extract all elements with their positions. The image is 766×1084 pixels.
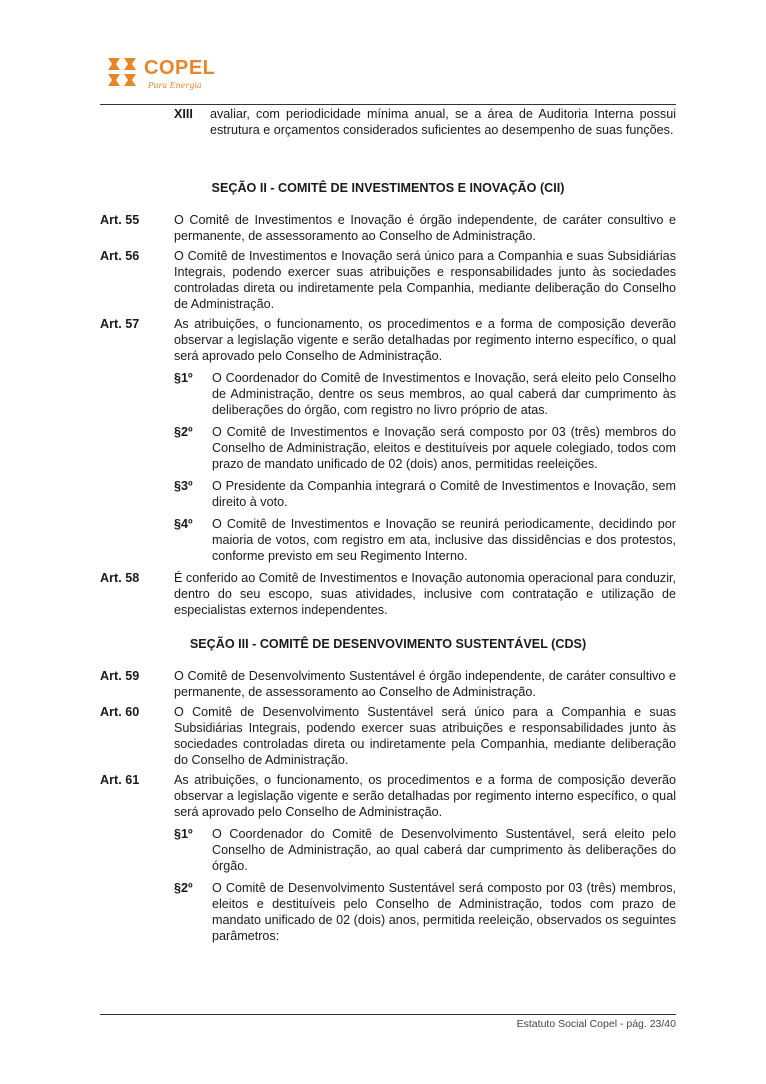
paragraph-text: O Presidente da Companhia integrará o Comitê de Investimentos e Inovação, sem direito à voto. <box>212 479 676 509</box>
document-body <box>100 106 676 950</box>
article-59 <box>100 668 676 700</box>
article-label: Art. 57 <box>100 317 140 331</box>
paragraph-61-2 <box>100 880 676 944</box>
copel-logo <box>106 54 226 94</box>
paragraph-label: §2º <box>174 881 193 895</box>
item-text: avaliar, com periodicidade mínima anual, se a área de Auditoria Interna possui estrutura e orçamentos considerados suficientes ao desempenho de suas funções. <box>210 107 676 137</box>
article-text: O Comitê de Investimentos e Inovação será único para a Companhia e suas Subsidiárias Integrais, podendo exercer suas atribuições e responsabilidades junto às sociedades controladas direta ou indiretamente pela Companhia, mediante deliberação do Conselho de Administração. <box>174 249 676 311</box>
paragraph-61-1 <box>100 826 676 874</box>
copel-logo-mark-icon <box>106 56 140 88</box>
item-xiii <box>100 106 676 138</box>
paragraph-57-4 <box>100 516 676 564</box>
article-56 <box>100 248 676 312</box>
paragraph-text: O Comitê de Investimentos e Inovação se reunirá periodicamente, decidindo por maioria de votos, com registro em ata, inclusive das dissidências e dos protestos, conforme previsto em seu Regimento Interno. <box>212 517 676 563</box>
logo-tagline: Pura Energia <box>148 81 202 90</box>
item-label: XIII <box>174 107 193 121</box>
article-label: Art. 55 <box>100 213 140 227</box>
article-label: Art. 58 <box>100 571 140 585</box>
section-iii-title: SEÇÃO III - COMITÊ DE DESENVOVIMENTO SUSTENTÁVEL (CDS) <box>189 637 587 651</box>
section-ii-title: SEÇÃO II - COMITÊ DE INVESTIMENTOS E INOVAÇÃO (CII) <box>211 181 565 195</box>
article-text: É conferido ao Comitê de Investimentos e Inovação autonomia operacional para conduzir, dentro do seu escopo, suas atividades, inclusive com contratação e utilização de especialistas externos independentes. <box>174 571 676 617</box>
paragraph-text: O Coordenador do Comitê de Investimentos e Inovação, será eleito pelo Conselho de Administração, dentre os seus membros, ao qual caberá dar cumprimento às deliberações do órgão, com registro no livro próprio de atas. <box>212 371 676 417</box>
paragraph-label: §1º <box>174 827 193 841</box>
article-61 <box>100 772 676 820</box>
paragraph-label: §1º <box>174 371 193 385</box>
logo-name: COPEL <box>144 57 216 79</box>
article-57 <box>100 316 676 364</box>
article-text: As atribuições, o funcionamento, os procedimentos e a forma de composição deverão observar a legislação vigente e serão detalhadas por regimento interno específico, o qual será aprovado pelo Conselho de Administração. <box>174 773 676 819</box>
article-label: Art. 59 <box>100 669 140 683</box>
page-footer: Estatuto Social Copel - pág. 23/40 <box>516 1018 676 1030</box>
article-58 <box>100 570 676 618</box>
header-divider <box>100 104 676 105</box>
paragraph-text: O Coordenador do Comitê de Desenvolvimento Sustentável, será eleito pelo Conselho de Administração, ao qual caberá dar cumprimento às deliberações do órgão. <box>212 827 676 873</box>
article-text: O Comitê de Investimentos e Inovação é órgão independente, de caráter consultivo e permanente, de assessoramento ao Conselho de Administração. <box>174 213 676 243</box>
article-text: O Comitê de Desenvolvimento Sustentável é órgão independente, de caráter consultivo e permanente, de assessoramento ao Conselho de Administração. <box>174 669 676 699</box>
paragraph-label: §4º <box>174 517 193 531</box>
footer-divider <box>100 1014 676 1015</box>
paragraph-text: O Comitê de Investimentos e Inovação será composto por 03 (três) membros do Conselho de Administração, eleitos e destituíveis por aquele colegiado, todos com prazo de mandato unificado de 02 (dois) anos, permitidas reeleições. <box>212 425 676 471</box>
article-label: Art. 56 <box>100 249 140 263</box>
article-label: Art. 60 <box>100 705 140 719</box>
article-60 <box>100 704 676 768</box>
paragraph-label: §3º <box>174 479 193 493</box>
article-label: Art. 61 <box>100 773 140 787</box>
article-text: O Comitê de Desenvolvimento Sustentável será único para a Companhia e suas Subsidiárias Integrais, podendo exercer suas atribuições e responsabilidades junto às sociedades controladas direta ou indiretamente pela Companhia, mediante deliberação do Conselho de Administração. <box>174 705 676 767</box>
paragraph-57-3 <box>100 478 676 510</box>
paragraph-57-1 <box>100 370 676 418</box>
paragraph-text: O Comitê de Desenvolvimento Sustentável será composto por 03 (três) membros, eleitos e destituíveis pelo Conselho de Administração, todos com prazo de mandato unificado de 02 (dois) anos, permitida reeleição, observados os seguintes parâmetros: <box>212 881 676 943</box>
article-text: As atribuições, o funcionamento, os procedimentos e a forma de composição deverão observar a legislação vigente e serão detalhadas por regimento interno específico, o qual será aprovado pelo Conselho de Administração. <box>174 317 676 363</box>
paragraph-label: §2º <box>174 425 193 439</box>
paragraph-57-2 <box>100 424 676 472</box>
article-55 <box>100 212 676 244</box>
